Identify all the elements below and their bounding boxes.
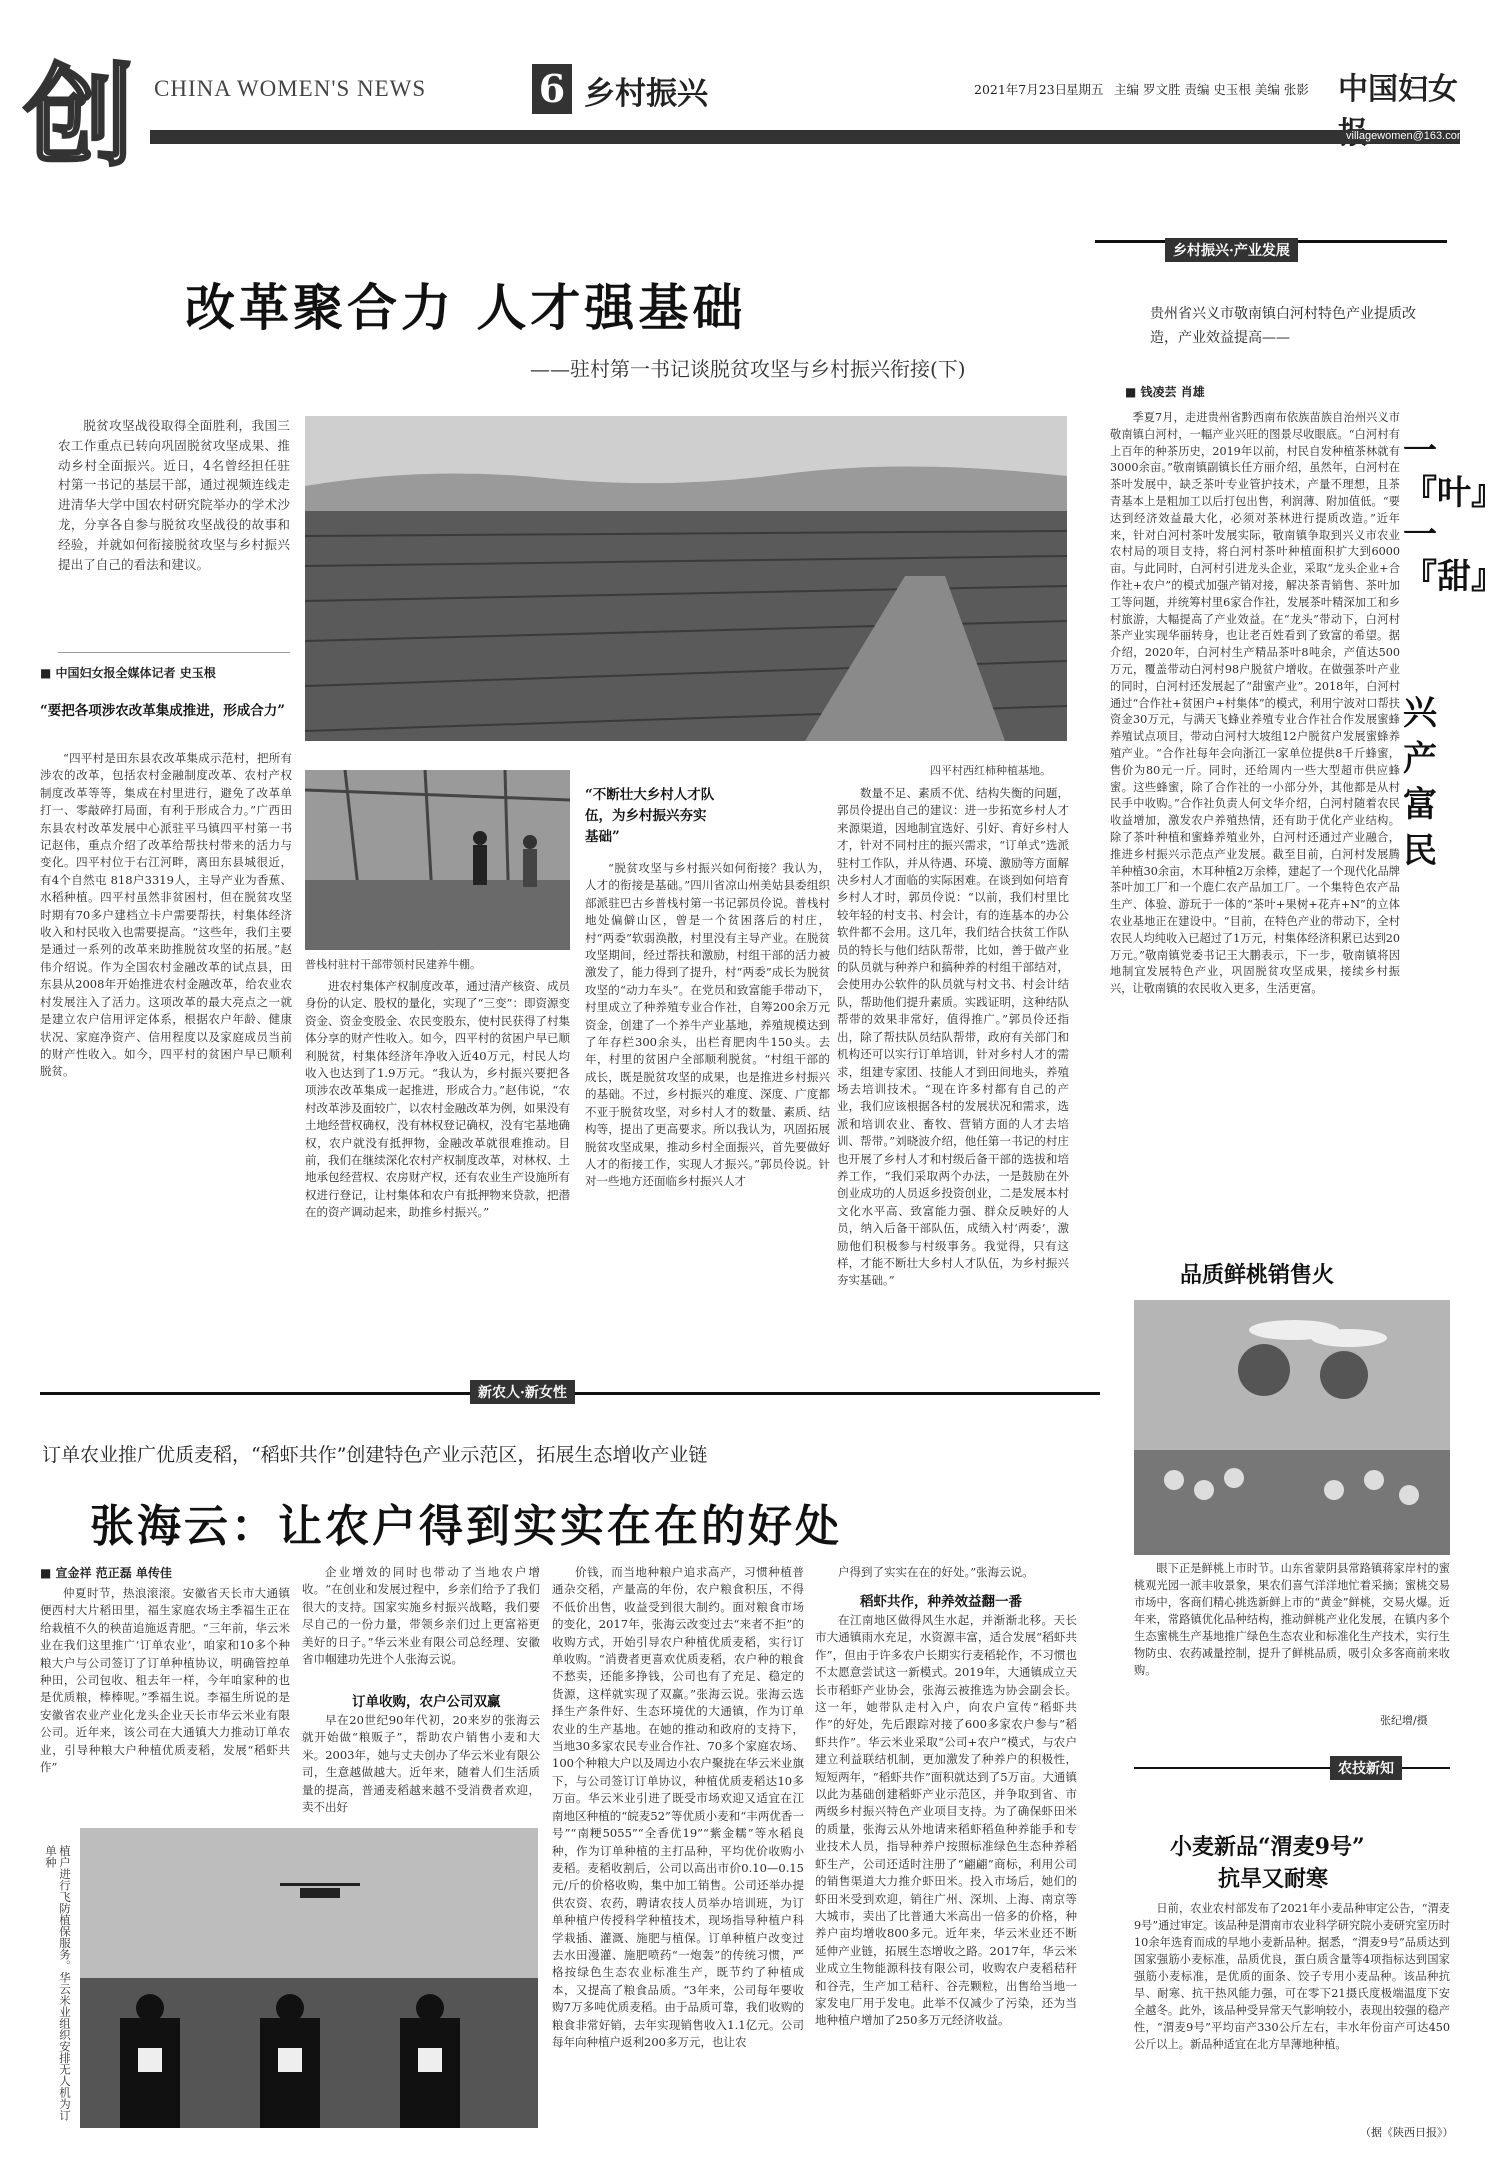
wheat-title-a: 小麦新品“渭麦9号” <box>1170 1834 1365 1860</box>
side-title-a: 一『叶』一『甜』 <box>1403 431 1505 597</box>
paper-english-name: CHINA WOMEN'S NEWS <box>154 76 427 101</box>
issue-weekday: 星期五 <box>1066 82 1104 97</box>
lead-subhead-1: “要把各项涉农改革集成推进，形成合力” <box>40 703 286 719</box>
drone-photo <box>80 1828 538 2128</box>
lower-column-2b <box>302 1712 540 1817</box>
lead-column-1-text: “四平村是田东县农改革集成示范村，把所有涉农的改革，包括农村金融制度改革、农村产权制度改革等等，集成在村里进行，避免了改革单打一、零敲碎打局面，有利于形成合力。”广西田东县农村改革发展中心派驻平马镇四平村第一书记赵伟，重点介绍了改革给帮扶村带来的活力与变化。四平村位于右江河畔，离田东县城很近，有4个自然屯 818户3319人，主导产业为香蕉、水稻种植。四平村虽然非贫困村，但在脱贫攻坚时期有70多户建档立卡户需要帮扶，村集体经济收入和村民收入也需要提高。“这些年，我们主要是通过一系列的改革来助推脱贫攻坚的拓展。”赵伟介绍说。作为全国农村金融改革的试点县，田东县从2008年开始推进农村金融改革，给农业农村发展注入了活力。这项改革的最大亮点之一就是建立农户信用评定体系，根据农户年龄、健康状况、家庭净资产、信用程度以及家庭成员当前的财产性收入。如今，四平村的贫困户早已顺利脱贫。 <box>40 751 292 1079</box>
peach-photo <box>1134 1300 1450 1555</box>
farmland-image <box>305 416 1067 741</box>
wheat-tag: 农技新知 <box>1330 1756 1402 1780</box>
lead-column-3 <box>585 860 830 1310</box>
side-title-b: 兴产富民 <box>1403 693 1437 871</box>
lower-column-2b-text: 早在20世纪90年代初，20来岁的张海云就开始做“粮贩子”，帮助农户销售小麦和大米。2003年，她与丈夫创办了华云米业有限公司，生意越做越大。近年来，随着人们生活质量的提高，普通麦稻越来越不受消费者欢迎，卖不出好 <box>302 1713 540 1815</box>
section-name: 乡村振兴 <box>584 76 708 112</box>
lead-column-4 <box>837 785 1069 1310</box>
lower-byline: ■ 宣金祥 范正磊 单传佳 <box>40 1566 172 1580</box>
masthead-rule <box>150 130 1460 144</box>
issue-date: 2021年7月23日 <box>974 82 1068 97</box>
contact-email: villagewomen@163.com <box>1346 130 1467 142</box>
lower-column-3-text: 价钱，而当地种粮户追求高产，习惯种植普通杂交稻，产量高的年份，农户粮食积压，不得不低价出售，收益受到很大制约。面对粮食市场的变化，2017年，张海云改变过去“来者不拒”的收购方式，开始引导农户种植优质麦稻，实行订单收购。“消费者更喜欢优质麦稻，农户种的粮食不愁卖，还能多挣钱，公司也有了充足、稳定的货源，这样就实现了双赢。”张海云说。张海云选择生产条件好、生态环境优的大通镇，作为订单农业的生产基地。在她的推动和政府的支持下，当地30多家农民专业合作社、70多个家庭农场、100个种粮大户以及周边小农户聚拢在华云米业旗下，与公司签订订单协议，种植优质麦稻达10多万亩。华云米业引进了既受市场欢迎又适宜在江南地区种植的“皖麦52”等优质小麦和“丰两优香一号”“南粳5055”“全香优19”“紫金糯”等水稻良种，作为订单种植的主打品种，平均优价收购小麦稻。麦稻收割后，公司以高出市价0.10—0.15元/斤的价格收购，集中加工销售。公司还举办提供农资、农药，聘请农技人员举办培训班，为订单种植户传授科学种植技术，现场指导种植户科学栽插、灌溉、施肥与植保。订单种植户改变过去水田漫灌、施肥喷药“一炮轰”的传统习惯，严格按绿色生态农业标准生产，既节约了种植成本，又提高了粮食品质。“3年来，公司每年要收购7万多吨优质麦稻。由于品质可靠，我们收购的粮食非常好销，去年实现销售收入1.1亿元。公司每年向种植户返利200多万元，也让农 <box>552 1565 804 2049</box>
peach-photo-body-text: 眼下正是鲜桃上市时节。山东省蒙阴县常路镇蒋家岸村的蜜桃观光园一派丰收景象，果农们喜气洋洋地忙着采摘；蜜桃交易市场中，客商们精心挑选新鲜上市的“黄金”鲜桃，交易火爆。近年来，常路镇优化品种结构，推动鲜桃产业化发展，在镇内多个生态蜜桃生产基地推广绿色生态农业和标准化生产技术，实行生物防虫、农药减量控制，提升了鲜桃品质，吸引众多客商前来收购。 <box>1134 1562 1450 1677</box>
lower-subhead-2: 订单收购，农户公司双赢 <box>352 1694 501 1710</box>
lead-subhead-2: “不断壮大乡村人才队伍，为乡村振兴夯实基础” <box>585 787 715 845</box>
side-body-text: 季夏7月，走进贵州省黔西南布依族苗族自治州兴义市敬南镇白河村，一幅产业兴旺的图景尽收眼底。“白河村有上百年的种茶历史，2019年以前，村民自发种植茶林就有3000余亩。”敬南镇副镇长任方丽介绍，虽然年，白河村在茶叶发展中，缺乏茶叶专业管护技术，产量不理想，且茶青基本上是粗加工以后打包出售，利润薄、附加值低。“要达到经济效益最大化，必须对茶林进行提质改造。”近年来，针对白河村茶叶发展实际，敬南镇争取到兴义市农业农村局的项目支持，将白河村茶叶种植面积扩大到6000亩。与此同时，白河村引进龙头企业，采取“龙头企业+合作社+农户”的模式加强产销对接，解决茶青销售、茶叶加工等问题，并统筹村里6家合作社，发展茶叶精深加工和乡村旅游，大幅提高了产业效益。在“龙头”带动下，白河村茶产业实现华丽转身，也让老百姓看到了致富的希望。据介绍，2020年，白河村生产精品茶叶8吨余，产值达500万元，覆盖带动白河村98户脱贫户增收。在做强茶叶产业的同时，白河村还发展起了“甜蜜产业”。2018年，白河村通过“合作社+贫困户+村集体”的模式，利用宁波对口帮扶资金30万元，与满天飞蜂业养殖专业合作社合作发展蜜蜂养殖试点项目，带动白河村大坡组12户脱贫户发展蜜蜂养殖产业。“合作社每年会向浙江一家单位提供8千斤蜂蜜，售价为80元一斤。同时，还给周内一些大型超市供应蜂蜜。这些蜂蜜，除了合作社的一小部分外，其他都是从村民手中收购。”合作社负责人何文华介绍，白河村随着农民收益增加，激发农户养殖热情，还有助于优化产业结构。除了茶叶种植和蜜蜂养殖业外，白河村还通过产业融合，推进乡村振兴示范点产业发展。截至目前，白河村发展腾羊种植30余亩，木耳种植2万余棒，建起了一个现代化品牌茶叶加工厂和一个鹿仁农产品加工厂。一个集特色农产品生产、体验、游玩于一体的“茶叶+果树+花卉+N”的立体农业基地正在建设中。“目前，在特色产业的带动下，全村农民人均纯收入已超过了1万元，村集体经济积累已达到20万元。”敬南镇党委书记王大鹏表示，下一步，敬南镇将因地制宜发展特色产业，巩固脱贫攻坚成果，接续乡村振兴，让敬南镇的农民收入更多，生活更富。 <box>1110 411 1400 996</box>
cattle-shed-image <box>305 770 570 950</box>
wheat-body-text: 日前，农业农村部发布了2021年小麦品种审定公告，“渭麦9号”通过审定。该品种是渭南市农业科学研究院小麦研究室历时10余年选育而成的早地小麦新品种。据悉，“渭麦9号”品质达到国家强筋小麦标准，品质优良，蛋白质含量等4项指标达到国家强筋小麦标准，是优质的面条、饺子专用小麦品种。该品种抗旱、耐寒、抗干热风能力强，可在零下21摄氏度极端温度下安全越冬。此外，该品种受异常天气影响较小，表现出较强的稳产性，“渭麦9号”平均亩产330公斤左右，丰水年份亩产可达450公斤以上。新品种适宜在北方旱薄地种植。 <box>1134 1902 1450 2051</box>
intro-divider <box>58 652 290 653</box>
lower-column-1 <box>40 1585 290 1815</box>
lower-column-4a-text: 户得到了实实在在的好处。”张海云说。 <box>838 1565 1034 1579</box>
lead-column-1 <box>40 750 292 1360</box>
lead-subtitle: ——驻村第一书记谈脱贫攻坚与乡村振兴衔接(下) <box>530 357 966 381</box>
lower-tag: 新农人·新女性 <box>470 1380 575 1404</box>
lead-title: 改革聚合力 人才强基础 <box>185 278 747 337</box>
lower-subhead-3: 稻虾共作，种养效益翻一番 <box>860 1594 1022 1610</box>
side-deck: 贵州省兴义市敬南镇白河村特色产业提质改造，产业效益提高—— <box>1150 306 1416 346</box>
wheat-source: （据《陕西日报》） <box>1360 2126 1454 2139</box>
lower-column-1-text: 仲夏时节，热浪滚滚。安徽省天长市大通镇便西村大片稻田里，福生家庭农场主季福生正在给栽植不久的秧苗追施返青肥。“三年前，华云米业在我们这里推广‘订单农业’，咱家和10多个种粮大户与公司签订了订单种植协议，明确管控单种田，公司包收、租去年一样，今年咱家种的也是优质粮，棒棒呢。”季福生说。李福生所说的是安徽省农业产业化龙头企业天长市华云米业有限公司。近年来，该公司在大通镇大力推动订单农业，引导种粮大户种植优质麦稻，发展“稻虾共作” <box>40 1586 290 1775</box>
peach-market-image <box>1134 1300 1450 1555</box>
lead-column-4-text: 数量不足、素质不优、结构失衡的问题，郭员伶提出自己的建议：进一步拓宽乡村人才来源渠道，因地制宜选好、引好、育好乡村人才，针对不同村庄的振兴需求，“订单式”选派驻村工作队，并从待遇、环境、激励等方面解决乡村人才面临的实际困难。在谈到如何培育乡村人才时，郭员伶说：“以前，我们村里比较年轻的村支书、村会计，有的连基本的办公软件都不会用。这几年，我们结合扶贫工作队员的特长与他们结队帮带，比如，善于做产业的队员就与种养户和搞种养的村组干部结对，会使用办公软件的队员就与村文书、村会计结队，帮助他们提升素质。实践证明，这种结队帮带的效果非常好，值得推广。”郭员伶还指出，除了帮扶队员结队帮带，政府有关部门和机构还可以实行订单培训，针对乡村人才的需求，组建专家团、技能人才到田间地头，养殖场去培训技术。“现在许多村都有自己的产业，我们应该根据各村的发展状况和需求，选派和培训农业、畜牧、营销方面的人才去培训、帮带。”刘晓波介绍，他任第一书记的村庄也开展了乡村人才和村级后备干部的选拔和培养工作，“我们采取两个办法，一是鼓励在外创业成功的人员返乡投资创业，二是发展本村文化水平高、致富能力强、群众反映好的人员，纳入后备干部队伍，成绩入村‘两委’，激励他们积极参与村级事务。我觉得，只有这样，才能不断壮大乡村人才队伍，为乡村振兴夯实基础。” <box>837 786 1069 1288</box>
photo2-caption: 普栈村驻村干部带领村民建养牛棚。 <box>305 958 481 971</box>
peach-photo-credit: 张纪增/摄 <box>1380 1714 1428 1727</box>
section-calligraphy-char: 创 <box>24 52 134 181</box>
photo1-caption: 四平村西红柿种植基地。 <box>930 764 1051 777</box>
lower-column-2a <box>302 1564 540 1684</box>
wheat-rule <box>1134 1767 1450 1769</box>
lower-column-4b <box>815 1612 1077 2122</box>
page-number: 6 <box>532 64 572 114</box>
wheat-body <box>1134 1900 1450 2122</box>
lead-intro <box>58 416 290 666</box>
wheat-title-b: 抗旱又耐寒 <box>1218 1866 1329 1892</box>
peach-photo-body <box>1134 1560 1450 1710</box>
photo-cattle-shed <box>305 770 570 950</box>
side-body <box>1110 410 1400 1305</box>
lower-deck: 订单农业推广优质麦稻，“稻虾共作”创建特色产业示范区，拓展生态增收产业链 <box>42 1444 708 1466</box>
drone-photo-caption: 植户进行飞防植保服务。华云米业组织安排无人机为订单种 <box>44 1845 72 2121</box>
side-byline: ■ 钱凌芸 肖雄 <box>1125 385 1205 399</box>
lower-column-3 <box>552 1564 804 2124</box>
lower-column-4a <box>815 1564 1077 1584</box>
peach-photo-title: 品质鲜桃销售火 <box>1180 1262 1335 1288</box>
lower-column-4b-text: 在江南地区做得风生水起，并渐渐北移。天长市大通镇雨水充足，水资源丰富，适合发展“稻虾共作”，但由于许多农户长期实行麦稻轮作，不习惯也不太愿意尝试这一新模式。2019年，大通镇成立天长市稻虾产业协会，张海云被推选为协会副会长。这一年，她带队走村入户，向农户宣传“稻虾共作”的好处，先后跟踪对接了600多家农户参与“稻虾共作”。华云米业采取“公司+农户”模式，与农户建立利益联结机制，更加激发了种养户的积极性，短短两年，“稻虾共作”面积就达到了5万亩。大通镇以此为基础创建稻虾产业示范区，并争取到省、市两级乡村振兴特色产业项目支持。为了确保虾田米的质量，张海云从外地请来稻虾稻鱼种养能手和专业技术人员，指导种养户按照标准绿色生态种养稻虾生产，公司还适时注册了“翩翩”商标，利用公司的销售渠道大力推介虾田米。投入市场后，她们的虾田米受到欢迎，销往广州、深圳、上海、南京等大城市，卖出了比普通大米高出一倍多的价格，种养户亩均增收800多元。近年来，华云米业还不断延伸产业链，拓展生态增收之路。2017年，华云米业成立生物能源科技有限公司，收购农户麦稻秸秆和谷壳，生产加工秸秆、谷壳颗粒，出售给当地一家发电厂用于发电。此举不仅减少了污染，还为当地种植户增加了250多万元经济收益。 <box>815 1613 1077 2028</box>
side-tag: 乡村振兴·产业发展 <box>1165 238 1298 262</box>
lead-column-3-text: “脱贫攻坚与乡村振兴如何衔接？我认为，人才的衔接是基础。”四川省凉山州美姑县委组织部派驻巴古乡普栈村第一书记郭员伶说。普栈村地处偏僻山区，曾是一个贫困落后的村庄，村“两委”软弱涣散，村里没有主导产业。在脱贫攻坚期间，经过帮扶和激励，村组干部的活力被激发了，能力得到了提升，村“两委”成长为脱贫攻坚的“动力车头”。在党员和致富能手带动下，村里成立了种养殖专业合作社，自筹200余万元资金，创建了一个养牛产业基地，养殖规模达到了年存栏300余头，出栏育肥肉牛150头。去年，村里的贫困户全部顺利脱贫。“村组干部的成长，既是脱贫攻坚的成果，也是推进乡村振兴的基础。不过，乡村振兴的难度、深度、广度都不亚于脱贫攻坚，对乡村人才的数量、素质、结构等，提出了更高要求。所以我认为，巩固拓展脱贫攻坚成果，推动乡村全面振兴，首先要做好人才的衔接工作，实现人才振兴。”郭员伶说。针对一些地方还面临乡村振兴人才 <box>585 861 830 1189</box>
lead-column-2 <box>305 978 570 1308</box>
lower-title: 张海云：让农户得到实实在在的好处 <box>90 1501 842 1552</box>
lead-byline: ■ 中国妇女报全媒体记者 史玉根 <box>40 666 216 680</box>
drone-service-image <box>80 1828 538 2128</box>
lead-intro-text: 脱贫攻坚战役取得全面胜利，我国三农工作重点已转向巩固脱贫攻坚成果、推动乡村全面振兴。近日，4名曾经担任驻村第一书记的基层干部，通过视频连线走进清华大学中国农村研究院举办的学术沙龙，分享各自参与脱贫攻坚战役的故事和经验，并就如何衔接脱贫攻坚与乡村振兴提出了自己的看法和建议。 <box>58 418 290 572</box>
lead-column-2-text: 进农村集体产权制度改革，通过清产核资、成员身份的认定、股权的量化，实现了“三变”：即资源变资金、资金变股金、农民变股东，使村民获得了村集体分享的财产性收入。如今，四平村的贫困户早已顺利脱贫，村集体经济年净收入近40万元，村民人均收入也达到了1.9万元。“我认为，乡村振兴要把各项涉农改革集成一起推进，形成合力。”赵伟说，“农村改革涉及面较广，以农村金融改革为例，如果没有土地经营权确权，没有林权登记确权，没有宅基地确权，农户就没有抵押物，金融改革就很难推动。目前，我们在继续深化农村产权制度改革，对林权、土地承包经营权、农房财产权，还有农业生产设施所有权进行登记，让村集体和农户有抵押物来贷款，把潜在的资产调动起来，助推乡村振兴。” <box>305 979 570 1220</box>
newspaper-logo: 中国妇女 <box>1338 72 1458 107</box>
editors: 主编 罗文胜 责编 史玉根 美编 张影 <box>1114 82 1309 97</box>
lower-column-2a-text: 企业增效的同时也带动了当地农户增收。“在创业和发展过程中，乡亲们给予了我们很大的支持。国家实施乡村振兴战略，我们要尽自己的一份力量，带领乡亲们过上更富裕更美好的日子。”华云米业有限公司总经理、安徽省巾帼建功先进个人张海云说。 <box>302 1565 540 1667</box>
photo-tomato-base <box>305 416 1067 741</box>
